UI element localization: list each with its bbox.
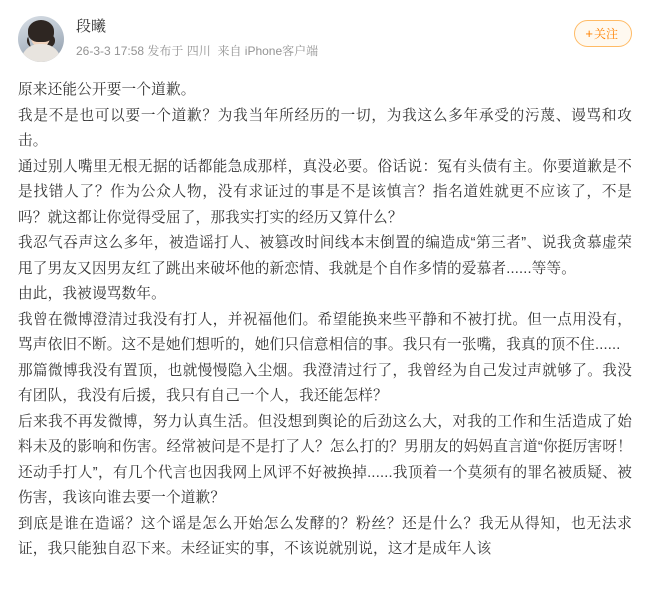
post-header bbox=[18, 14, 632, 72]
plus-icon: + bbox=[585, 26, 593, 41]
post-paragraph: 由此，我被谩骂数年。 bbox=[18, 286, 166, 302]
post-source-spacer bbox=[211, 43, 218, 60]
post-paragraph: 到底是谁在造谣？这个谣是怎么开始怎么发酵的？粉丝？还是什么？我无从得知，也无法求证，我只能独自忍下来。未经证实的事，不该说就别说，这才是成年人该 bbox=[18, 515, 632, 557]
avatar[interactable] bbox=[18, 16, 64, 62]
follow-button[interactable] bbox=[574, 20, 632, 47]
post-paragraph: 我曾在微博澄清过我没有打人，并祝福他们。希望能换来些平静和不被打扰。但一点用没有，骂声依旧不断。这不是她们想听的，她们只信意相信的事。我只有一张嘴，我真的顶不住...... bbox=[18, 311, 632, 353]
post-paragraph: 原来还能公开要一个道歉。 bbox=[18, 82, 196, 98]
follow-button-label: 关注 bbox=[593, 26, 618, 41]
avatar-image bbox=[18, 16, 64, 62]
author-nickname[interactable]: 段曦 bbox=[76, 18, 107, 35]
post-content bbox=[18, 78, 632, 563]
post-paragraph: 那篇微博我没有置顶，也就慢慢隐入尘烟。我澄清过行了，我曾经为自己发过声就够了。我没有团队，我没有后援，我只有自己一个人，我还能怎样？ bbox=[18, 362, 632, 404]
post-meta bbox=[76, 14, 632, 60]
post-paragraph: 通过别人嘴里无根无据的话都能急成那样，真没必要。俗话说：冤有头债有主。你要道歉是不是找错人了？作为公众人物，没有求证过的事是不是该慎言？指名道姓就更不应该了，不是吗？就这都让你觉得受屈了，那我实打实的经历又算什么？ bbox=[18, 158, 632, 226]
post-publish-label: 发布于 bbox=[147, 44, 184, 58]
post-paragraph: 我是不是也可以要一个道歉？为我当年所经历的一切，为我这么多年承受的污蔑、谩骂和攻击。 bbox=[18, 107, 632, 149]
post-timestamp: 26-3-3 17:58 bbox=[76, 44, 145, 58]
post-paragraph: 我忍气吞声这么多年，被造谣打人、被篡改时间线本末倒置的编造成“第三者”、说我贪慕虚荣甩了男友又因男友红了跳出来破坏他的新恋情、我就是个自作多情的爱慕者......等等。 bbox=[18, 235, 632, 277]
post-source[interactable]: 来自 iPhone客户端 bbox=[217, 44, 319, 58]
post-paragraph: 后来我不再发微博，努力认真生活。但没想到舆论的后劲这么大，对我的工作和生活造成了始料未及的影响和伤害。经常被问是不是打了人？怎么打的？男朋友的妈妈直言道“你挺厉害呀！还动手打人”，有几个代言也因我网上风评不好被换掉......我顶着一个莫须有的罪名被质疑、被伤害，我该向谁去要一个道歉？ bbox=[18, 413, 632, 506]
avatar-body bbox=[21, 44, 61, 62]
avatar-hair bbox=[28, 20, 54, 42]
post-subline bbox=[76, 43, 632, 60]
post-location[interactable]: 四川 bbox=[186, 44, 211, 58]
